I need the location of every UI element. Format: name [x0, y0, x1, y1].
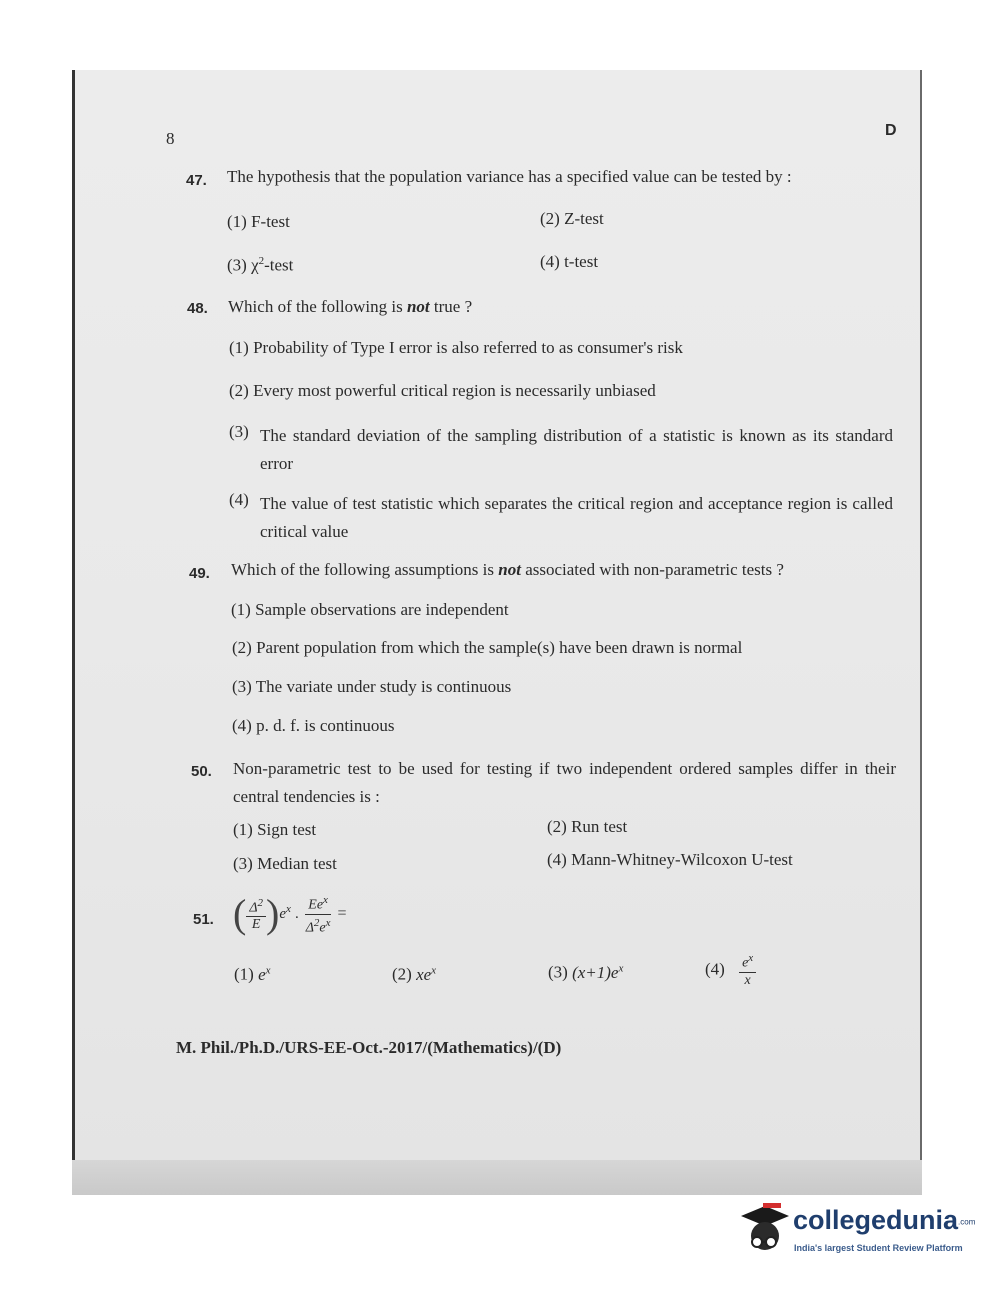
option-label: (4)	[705, 959, 725, 979]
option-text: The value of test statistic which separates the critical region and acceptance region is called critical value	[260, 494, 893, 541]
question-49-number: 49.	[189, 565, 210, 582]
option-label: (2)	[392, 964, 412, 984]
q47-option-3	[227, 255, 293, 276]
emphasis-not: not	[498, 560, 521, 579]
option-superscript: 2	[258, 255, 265, 267]
collegedunia-brand: collegedunia.com	[793, 1205, 976, 1235]
question-47-text: The hypothesis that the population variance has a specified value can be tested by :	[227, 167, 792, 186]
q50-option-4	[547, 850, 793, 870]
q48-option-1	[229, 338, 683, 358]
q47-option-1	[227, 212, 290, 232]
q51-option-2	[392, 964, 436, 985]
option-label: (3)	[233, 854, 253, 873]
q50-option-2	[547, 817, 627, 837]
option-text: Sample observations are independent	[255, 600, 509, 619]
option-label: (1)	[229, 338, 249, 357]
option-text: p. d. f. is continuous	[256, 716, 395, 735]
option-label: (2)	[547, 817, 567, 836]
q51-option-1	[234, 964, 271, 985]
delta-fraction: $\frac{\Delta^2}{E}$	[246, 895, 266, 934]
option-label: (4)	[232, 716, 252, 735]
option-label: (2)	[232, 638, 252, 657]
q50-option-3	[233, 854, 337, 874]
question-50-number: 50.	[191, 763, 212, 780]
paper-footer-code: M. Phil./Ph.D./URS-EE-Oct.-2017/(Mathematics)/(D)	[176, 1038, 562, 1057]
option-text: Sign test	[257, 820, 317, 839]
option-label: (1)	[233, 820, 253, 839]
option-label: (2)	[540, 209, 560, 228]
emphasis-not: not	[406, 297, 430, 316]
option-text: t-test	[564, 252, 599, 271]
q48-option-2	[229, 381, 656, 401]
option-label: (1)	[234, 964, 254, 984]
option-text: Run test	[571, 817, 628, 836]
option-math: $(x+1)e^x$	[572, 962, 624, 982]
option-text: Mann-Whitney-Wilcoxon U-test	[571, 850, 793, 869]
option-text: Every most powerful critical region is necessarily unbiased	[253, 381, 656, 400]
scan-bottom-edge	[72, 1160, 922, 1195]
question-49-text: Which of the following assumptions is not associated with non-parametric tests ?	[231, 560, 784, 579]
option-text: The variate under study is continuous	[255, 677, 512, 696]
option-label: (3)	[548, 962, 568, 982]
question-48-text: Which of the following is not true ?	[228, 297, 473, 316]
q48-option-3	[229, 422, 893, 478]
second-fraction: $\frac{Ee^x}{\Delta^2e^x}$	[305, 894, 331, 936]
q47-option-4	[540, 252, 598, 272]
q48-option-4	[229, 490, 893, 546]
collegedunia-tagline: India's largest Student Review Platform	[794, 1243, 963, 1253]
option-label: (4)	[540, 252, 560, 271]
question-51-expression: ( $\frac{\Delta^2}{E}$ )$e^x$ . $\frac{Ee^x}{\Delta^2e^x}$ =	[233, 891, 347, 937]
q47-option-2	[540, 209, 604, 229]
q49-option-4	[232, 716, 394, 736]
option-text: The standard deviation of the sampling distribution of a statistic is known as its standard error	[260, 426, 893, 473]
option-label: (3)	[232, 677, 252, 696]
option-text: Median test	[257, 854, 337, 873]
question-47-number: 47.	[186, 172, 207, 189]
option-label: (1)	[231, 600, 251, 619]
option-text: Probability of Type I error is also referred to as consumer's risk	[253, 338, 683, 357]
page-number: 8	[166, 129, 175, 148]
option-label: (3)	[229, 422, 249, 441]
option-label: (1)	[227, 212, 247, 231]
scanned-page	[72, 70, 922, 1195]
question-51-number: 51.	[193, 911, 214, 928]
question-48-number: 48.	[187, 300, 208, 317]
q49-option-2	[232, 638, 742, 658]
q50-option-1	[233, 820, 316, 840]
option-label: (2)	[229, 381, 249, 400]
option-label: (3)	[227, 255, 247, 275]
option-math: $xe^x$	[416, 964, 437, 984]
option-text: Z-test	[564, 209, 604, 228]
option-text: χ	[251, 255, 259, 275]
option-fraction: $\frac{e^x}{x}$	[739, 950, 756, 989]
question-set-letter: D	[885, 122, 897, 139]
right-paren: )	[266, 891, 280, 937]
q51-option-3	[548, 962, 623, 983]
option-label: (4)	[547, 850, 567, 869]
question-50-text: Non-parametric test to be used for testing if two independent ordered samples differ in their central tendencies is :	[233, 759, 896, 806]
option-text: Parent population from which the sample(s) have been drawn is normal	[256, 638, 743, 657]
q51-option-4	[705, 950, 756, 989]
option-text: F-test	[251, 212, 290, 231]
left-paren: (	[233, 891, 247, 937]
option-label: (4)	[229, 490, 249, 509]
option-math: $e^x$	[258, 964, 271, 984]
option-suffix: -test	[264, 255, 294, 275]
q49-option-3	[232, 677, 511, 697]
q49-option-1	[231, 600, 509, 620]
